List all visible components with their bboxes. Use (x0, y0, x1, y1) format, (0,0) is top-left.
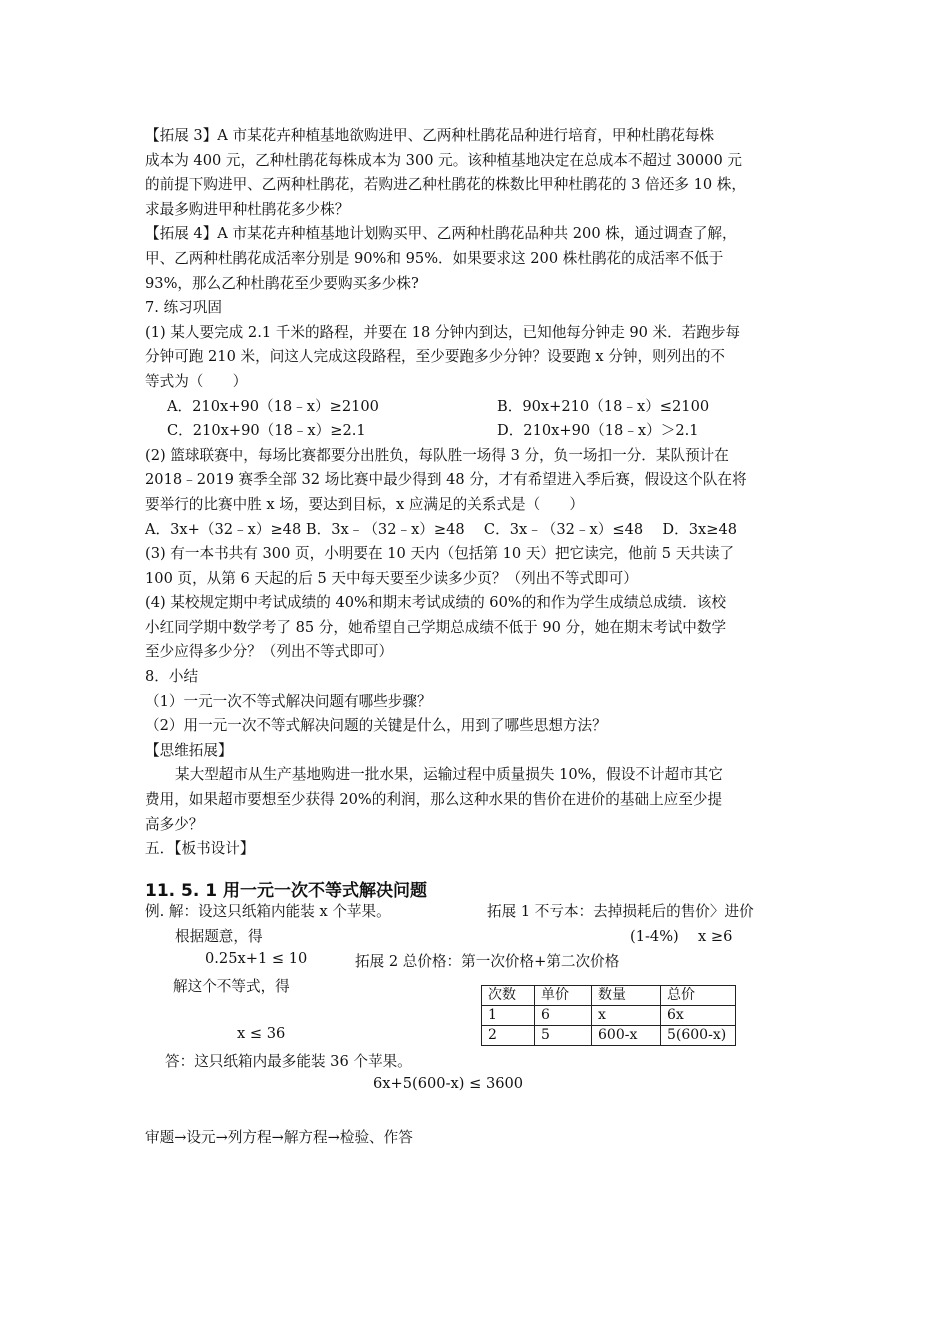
q4-line1: (4) 某校规定期中考试成绩的 40%和期末考试成绩的 60%的和作为学生成绩总成绩．该校 (145, 594, 727, 612)
think-line3: 高多少？ (145, 815, 204, 833)
q1-option-b: B．90x+210（18﹣x）≤2100 (497, 397, 710, 415)
example-answer: 答：这只纸箱内最多能装 36 个苹果。 (165, 1053, 412, 1070)
q3-line2: 100 页，从第 6 天起的后 5 天中每天要至少读多少页？（列出不等式即可） (145, 569, 638, 587)
table-row (482, 1026, 736, 1046)
ext4-line2: 甲、乙两种杜鹃花成活率分别是 90%和 95%．如果要求这 200 株杜鹃花的成活率不低于 (145, 249, 724, 267)
think-line2: 费用，如果超市要想至少获得 20%的利润，那么这种水果的售价在进价的基础上应至少提 (145, 791, 723, 809)
ext3-line2: 成本为 400 元，乙种杜鹃花每株成本为 300 元。该种植基地决定在总成本不超过 30000 元 (145, 151, 742, 169)
think-line1: 某大型超市从生产基地购进一批水果，运输过程中质量损失 10%，假设不计超市其它 (175, 766, 723, 784)
ext3-line3: 的前提下购进甲、乙两种杜鹃花，若购进乙种杜鹃花的株数比甲种杜鹃花的 3 倍还多 10 株， (145, 176, 746, 194)
section7-title: 7. 练习巩固 (145, 299, 222, 317)
table-header-row (482, 986, 736, 1006)
example-line1: 例. 解：设这只纸箱内能装 x 个苹果。 (145, 903, 391, 920)
table-cell: 5(600-x) (661, 1026, 736, 1046)
table-cell: x (592, 1006, 661, 1026)
table-cell: 6x (661, 1006, 736, 1026)
q4-line2: 小红同学期中数学考了 85 分，她希望自己学期总成绩不低于 90 分，她在期末考试中数学 (145, 618, 727, 636)
example-line5: x ≤ 36 (237, 1025, 286, 1042)
q1-option-d: D．210x+90（18﹣x）＞2.1 (497, 422, 699, 440)
solving-steps: 审题→设元→列方程→解方程→检验、作答 (145, 1129, 413, 1146)
q4-line3: 至少应得多少分？（列出不等式即可） (145, 643, 394, 661)
table-cell: 1 (482, 1006, 535, 1026)
summary-q1: （1）一元一次不等式解决问题有哪些步骤？ (145, 692, 432, 710)
section5-title: 五．【板书设计】 (145, 840, 255, 858)
ext3-line4: 求最多购进甲种杜鹃花多少株？ (145, 200, 350, 218)
table-cell: 600-x (592, 1026, 661, 1046)
q2-line1: (2) 篮球联赛中，每场比赛都要分出胜负，每队胜一场得 3 分，负一场扣一分．某队预计在 (145, 446, 729, 464)
q1-line1: (1) 某人要完成 2.1 千米的路程，并要在 18 分钟内到达，已知他每分钟走 90 米．若跑步每 (145, 323, 741, 341)
table-row (482, 1006, 736, 1026)
q1-option-a: A．210x+90（18﹣x）≥2100 (167, 397, 379, 415)
q2-line3: 要举行的比赛中胜 x 场，要达到目标，x 应满足的关系式是（ ） (145, 495, 585, 513)
table-cell: 2 (482, 1026, 535, 1046)
table-header: 总价 (661, 986, 736, 1006)
extension1-line2: (1-4%) x ≥6 (630, 928, 733, 945)
think-title: 【思维拓展】 (145, 741, 233, 759)
q2-line2: 2018﹣2019 赛季全部 32 场比赛中最少得到 48 分，才有希望进入季后赛，假设这个队在将 (145, 471, 747, 489)
table-cell: 5 (535, 1026, 592, 1046)
extension2-line: 拓展 2 总价格：第一次价格+第二次价格 (355, 953, 620, 970)
table-header: 数量 (592, 986, 661, 1006)
q1-options-cd (145, 419, 810, 444)
table-header: 次数 (482, 986, 535, 1006)
q1-option-c: C．210x+90（18﹣x）≥2.1 (167, 422, 366, 440)
extension1-line1: 拓展 1 不亏本：去掉损耗后的售价〉进价 (487, 903, 754, 920)
summary-q2: （2）用一元一次不等式解决问题的关键是什么，用到了哪些思想方法？ (145, 717, 607, 735)
example-line2: 根据题意，得 (175, 928, 263, 945)
price-table (481, 985, 736, 1046)
section8-title: 8．小结 (145, 668, 199, 686)
ext4-line3: 93%，那么乙种杜鹃花至少要购买多少株? (145, 274, 419, 292)
example-line4: 解这个不等式，得 (173, 978, 290, 995)
ext3-line1: 【拓展 3】A 市某花卉种植基地欲购进甲、乙两种杜鹃花品种进行培育，甲种杜鹃花每株 (145, 127, 715, 144)
q1-line3: 等式为（ ） (145, 372, 248, 390)
example-line3: 0.25x+1 ≤ 10 (205, 950, 308, 967)
table-cell: 6 (535, 1006, 592, 1026)
q1-line2: 分钟可跑 210 米，问这人完成这段路程，至少要跑多少分钟？设要跑 x 分钟，则列出的不 (145, 348, 726, 366)
board-title: 11. 5. 1 用一元一次不等式解决问题 (145, 881, 427, 901)
table-inequality: 6x+5(600-x) ≤ 3600 (373, 1075, 524, 1092)
document-body (145, 124, 810, 862)
q1-options-ab (145, 395, 810, 420)
table-header: 单价 (535, 986, 592, 1006)
q2-options: A．3x+（32﹣x）≥48 B．3x﹣（32﹣x）≥48 C．3x﹣（32﹣x）≤48 D．3x≥48 (145, 520, 738, 538)
ext4-line1: 【拓展 4】A 市某花卉种植基地计划购买甲、乙两种杜鹃花品种共 200 株，通过调查了解， (145, 225, 737, 243)
q3-line1: (3) 有一本书共有 300 页，小明要在 10 天内（包括第 10 天）把它读完，他前 5 天共读了 (145, 545, 735, 563)
